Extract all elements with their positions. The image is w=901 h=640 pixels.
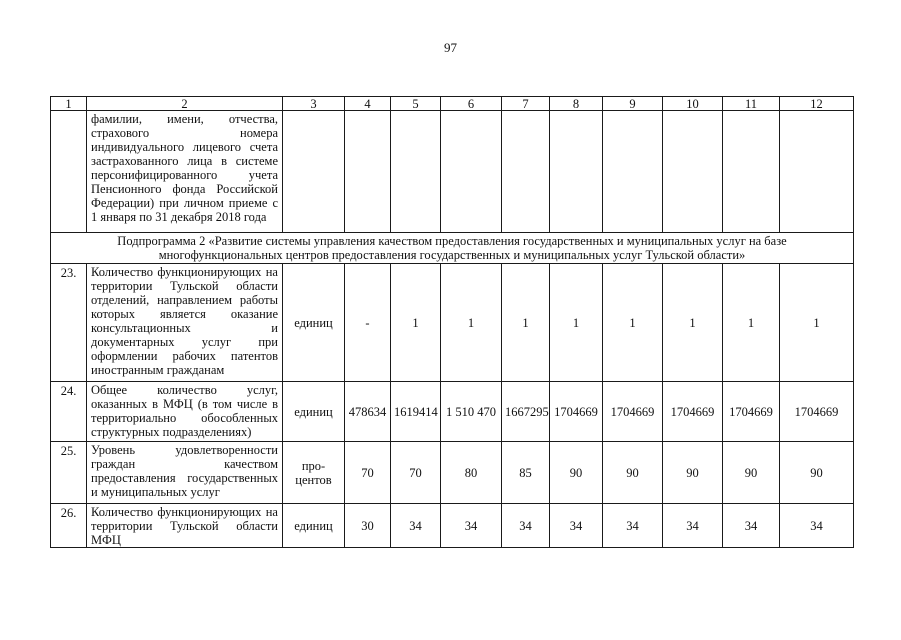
value-cell: 80 [441, 442, 502, 504]
unit-cell: единиц [283, 504, 345, 548]
value-cell: 1 510 470 [441, 382, 502, 442]
value-cell [502, 111, 550, 233]
value-cell: 1704669 [663, 382, 723, 442]
column-header: 2 [87, 97, 283, 111]
header-row [51, 97, 854, 111]
indicator-description: Количество функционирующих на территории Тульской области МФЦ [87, 504, 283, 548]
table-row-continuation [51, 111, 854, 233]
value-cell: 1704669 [780, 382, 854, 442]
value-cell [345, 111, 391, 233]
column-header: 12 [780, 97, 854, 111]
value-cell [391, 111, 441, 233]
value-cell: 34 [723, 504, 780, 548]
value-cell: 34 [441, 504, 502, 548]
value-cell: 478634 [345, 382, 391, 442]
table-row [51, 442, 854, 504]
page-number: 97 [444, 40, 457, 55]
indicator-description: Общее количество услуг, оказанных в МФЦ (в том числе в территориально обособленных структурных подразделениях) [87, 382, 283, 442]
value-cell: 70 [391, 442, 441, 504]
value-cell: 34 [780, 504, 854, 548]
unit-cell: единиц [283, 264, 345, 382]
indicator-description: Уровень удовлетворенности граждан качеством предоставления государственных и муниципальных услуг [87, 442, 283, 504]
value-cell [603, 111, 663, 233]
value-cell: 1667295 [502, 382, 550, 442]
column-header: 3 [283, 97, 345, 111]
value-cell [723, 111, 780, 233]
indicator-description: Количество функционирующих на территории Тульской области отделений, направлением работы которых является оказание консультационных и документарных услуг при оформлении рабочих патентов иностранным гражданам [87, 264, 283, 382]
value-cell [550, 111, 603, 233]
value-cell: 90 [780, 442, 854, 504]
table-row [51, 504, 854, 548]
value-cell: 90 [723, 442, 780, 504]
value-cell: 1 [391, 264, 441, 382]
table-row [51, 264, 854, 382]
value-cell [441, 111, 502, 233]
value-cell: 34 [502, 504, 550, 548]
indicators-table [50, 96, 854, 548]
column-header: 11 [723, 97, 780, 111]
value-cell: 1704669 [723, 382, 780, 442]
column-header: 10 [663, 97, 723, 111]
value-cell: 1619414 [391, 382, 441, 442]
indicator-description: фамилии, имени, отчества, страхового номера индивидуального лицевого счета застрахованного лица в системе персонифицированного учета Пенсионного фонда Российской Федерации) при личном приеме с 1 января по 31 декабря 2018 года [87, 111, 283, 233]
column-header: 8 [550, 97, 603, 111]
value-cell: 1 [603, 264, 663, 382]
row-number: 26. [51, 504, 87, 548]
row-number: 25. [51, 442, 87, 504]
column-header: 6 [441, 97, 502, 111]
value-cell: 1 [502, 264, 550, 382]
value-cell: 30 [345, 504, 391, 548]
row-number [51, 111, 87, 233]
row-number: 23. [51, 264, 87, 382]
unit-cell: единиц [283, 382, 345, 442]
value-cell: 34 [550, 504, 603, 548]
value-cell: 1704669 [603, 382, 663, 442]
value-cell: 85 [502, 442, 550, 504]
unit-cell: про-центов [283, 442, 345, 504]
value-cell: 34 [663, 504, 723, 548]
value-cell: 1 [441, 264, 502, 382]
value-cell: 90 [603, 442, 663, 504]
column-header: 9 [603, 97, 663, 111]
column-header: 7 [502, 97, 550, 111]
row-number: 24. [51, 382, 87, 442]
value-cell: 1 [663, 264, 723, 382]
value-cell: 34 [391, 504, 441, 548]
column-header: 5 [391, 97, 441, 111]
column-header: 1 [51, 97, 87, 111]
value-cell: 1 [723, 264, 780, 382]
value-cell: 1 [550, 264, 603, 382]
subprogram-title: Подпрограмма 2 «Развитие системы управления качеством предоставления государственных и муниципальных услуг на базе многофункциональных центров предоставления государственных и муниципальных услуг Тульской области» [51, 233, 854, 264]
unit-cell [283, 111, 345, 233]
table-row [51, 382, 854, 442]
value-cell [780, 111, 854, 233]
value-cell: 90 [550, 442, 603, 504]
value-cell: 70 [345, 442, 391, 504]
subprogram-row [51, 233, 854, 264]
column-header: 4 [345, 97, 391, 111]
value-cell: 34 [603, 504, 663, 548]
value-cell: - [345, 264, 391, 382]
value-cell: 1704669 [550, 382, 603, 442]
value-cell [663, 111, 723, 233]
value-cell: 1 [780, 264, 854, 382]
value-cell: 90 [663, 442, 723, 504]
